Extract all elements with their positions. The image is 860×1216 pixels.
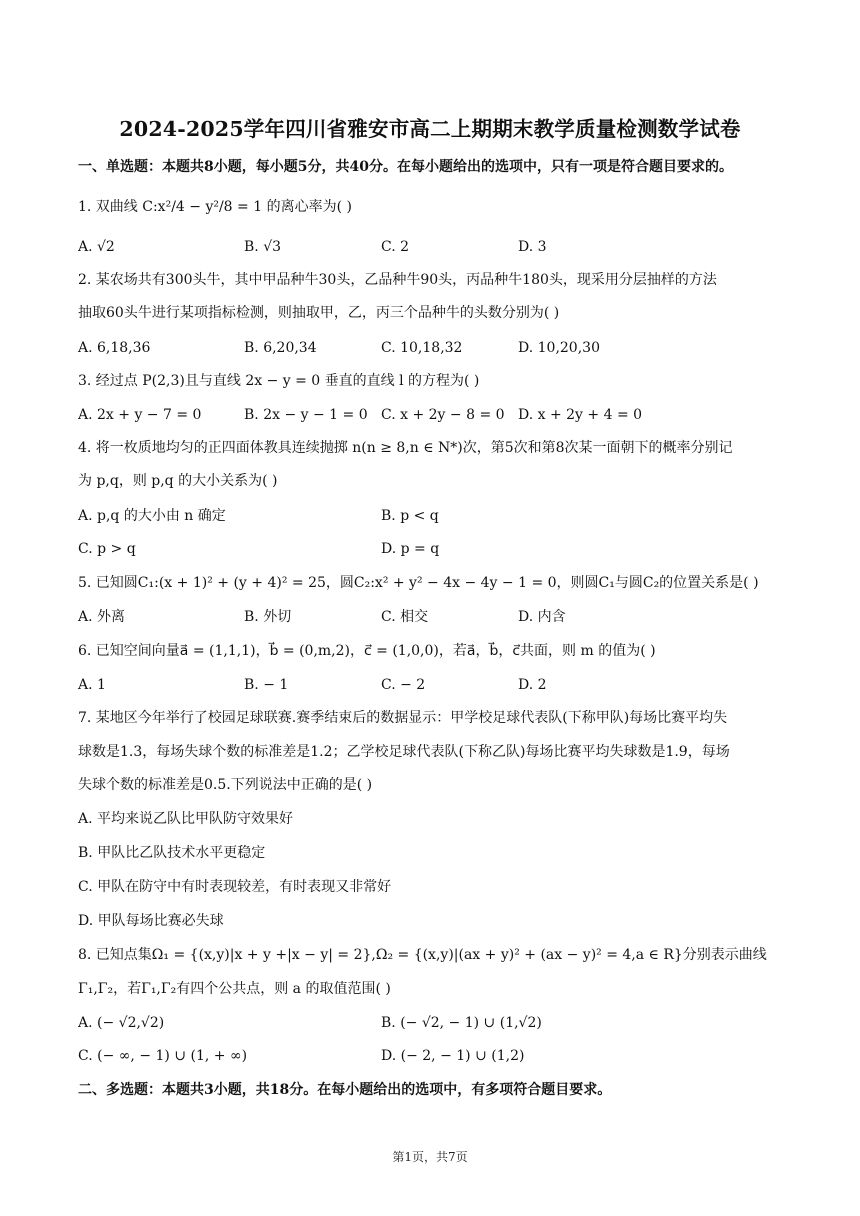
question-6-option-b: B. − 1 — [244, 677, 289, 693]
question-6-stem: 6. 已知空间向量a⃗ = (1,1,1)，b⃗ = (0,m,2)，c⃗ = (1,0,0)，若a⃗，b⃗，c⃗共面，则 m 的值为( ) — [78, 643, 656, 659]
question-6-option-c: C. − 2 — [381, 677, 426, 693]
question-5-option-a: A. 外离 — [78, 609, 126, 625]
question-8-stem-line-2: Γ₁,Γ₂，若Γ₁,Γ₂有四个公共点，则 a 的取值范围( ) — [78, 981, 391, 997]
question-5-option-b: B. 外切 — [244, 609, 292, 625]
section-heading-single-choice: 一、单选题：本题共8小题，每小题5分，共40分。在每小题给出的选项中，只有一项是符合题目要求的。 — [78, 159, 733, 175]
question-8-option-a: A. (− √2,√2) — [78, 1015, 165, 1031]
question-4-option-a: A. p,q 的大小由 n 确定 — [78, 508, 226, 524]
question-7-stem-line-1: 7. 某地区今年举行了校园足球联赛.赛季结束后的数据显示：甲学校足球代表队(下称甲队)每场比赛平均失 — [78, 710, 728, 726]
question-4-option-c: C. p > q — [78, 541, 136, 557]
question-7-option-c: C. 甲队在防守中有时表现较差，有时表现又非常好 — [78, 879, 392, 895]
question-4-option-d: D. p = q — [381, 541, 440, 557]
question-6-option-d: D. 2 — [518, 677, 547, 693]
question-8-option-d: D. (− 2, − 1) ∪ (1,2) — [381, 1048, 525, 1064]
question-3-option-b: B. 2x − y − 1 = 0 — [244, 407, 368, 423]
question-6-option-a: A. 1 — [78, 677, 106, 693]
page-footer: 第1页，共7页 — [392, 1150, 468, 1164]
question-2-stem-line-2: 抽取60头牛进行某项指标检测，则抽取甲，乙，丙三个品种牛的头数分别为( ) — [78, 305, 560, 321]
question-1-option-b: B. √3 — [244, 239, 282, 255]
question-4-stem-line-1: 4. 将一枚质地均匀的正四面体教具连续抛掷 n(n ≥ 8,n ∈ N*)次，第5次和第8次某一面朝下的概率分别记 — [78, 440, 733, 456]
question-7-option-a: A. 平均来说乙队比甲队防守效果好 — [78, 811, 294, 827]
question-7-stem-line-2: 球数是1.3，每场失球个数的标准差是1.2；乙学校足球代表队(下称乙队)每场比赛平均失球数是1.9，每场 — [78, 744, 730, 760]
question-1-option-c: C. 2 — [381, 239, 410, 255]
question-8-option-b: B. (− √2, − 1) ∪ (1,√2) — [381, 1015, 542, 1031]
question-5-option-d: D. 内含 — [518, 609, 566, 625]
question-7-option-b: B. 甲队比乙队技术水平更稳定 — [78, 845, 266, 861]
page-title: 2024-2025学年四川省雅安市高二上期期末教学质量检测数学试卷 — [119, 117, 741, 141]
question-8-stem-line-1: 8. 已知点集Ω₁ = {(x,y)|x + y +|x − y| = 2},Ω₂ = {(x,y)|(ax + y)² + (ax − y)² = 4,a ∈ R}分别表示曲线 — [78, 947, 767, 963]
question-2-option-c: C. 10,18,32 — [381, 340, 463, 356]
question-3-option-c: C. x + 2y − 8 = 0 — [381, 407, 505, 423]
question-3-option-a: A. 2x + y − 7 = 0 — [78, 407, 202, 423]
question-3-option-d: D. x + 2y + 4 = 0 — [518, 407, 643, 423]
question-7-option-d: D. 甲队每场比赛必失球 — [78, 913, 224, 929]
question-2-option-a: A. 6,18,36 — [78, 340, 151, 356]
question-1-option-d: D. 3 — [518, 239, 547, 255]
question-4-option-b: B. p < q — [381, 508, 439, 524]
question-4-stem-line-2: 为 p,q，则 p,q 的大小关系为( ) — [78, 473, 278, 489]
question-5-option-c: C. 相交 — [381, 609, 429, 625]
question-2-stem-line-1: 2. 某农场共有300头牛，其中甲品种牛30头，乙品种牛90头，丙品种牛180头，现采用分层抽样的方法 — [78, 272, 717, 288]
question-2-option-d: D. 10,20,30 — [518, 340, 600, 356]
section-heading-multiple-choice: 二、多选题：本题共3小题，共18分。在每小题给出的选项中，有多项符合题目要求。 — [78, 1082, 612, 1098]
question-1-stem: 1. 双曲线 C:x²/4 − y²/8 = 1 的离心率为( ) — [78, 199, 352, 215]
question-2-option-b: B. 6,20,34 — [244, 340, 317, 356]
question-8-option-c: C. (− ∞, − 1) ∪ (1, + ∞) — [78, 1048, 248, 1064]
question-5-stem: 5. 已知圆C₁:(x + 1)² + (y + 4)² = 25，圆C₂:x² + y² − 4x − 4y − 1 = 0，则圆C₁与圆C₂的位置关系是( ) — [78, 575, 759, 591]
question-7-stem-line-3: 失球个数的标准差是0.5.下列说法中正确的是( ) — [78, 777, 373, 793]
question-3-stem: 3. 经过点 P(2,3)且与直线 2x − y = 0 垂直的直线 l 的方程为( ) — [78, 373, 480, 389]
question-1-option-a: A. √2 — [78, 239, 115, 255]
